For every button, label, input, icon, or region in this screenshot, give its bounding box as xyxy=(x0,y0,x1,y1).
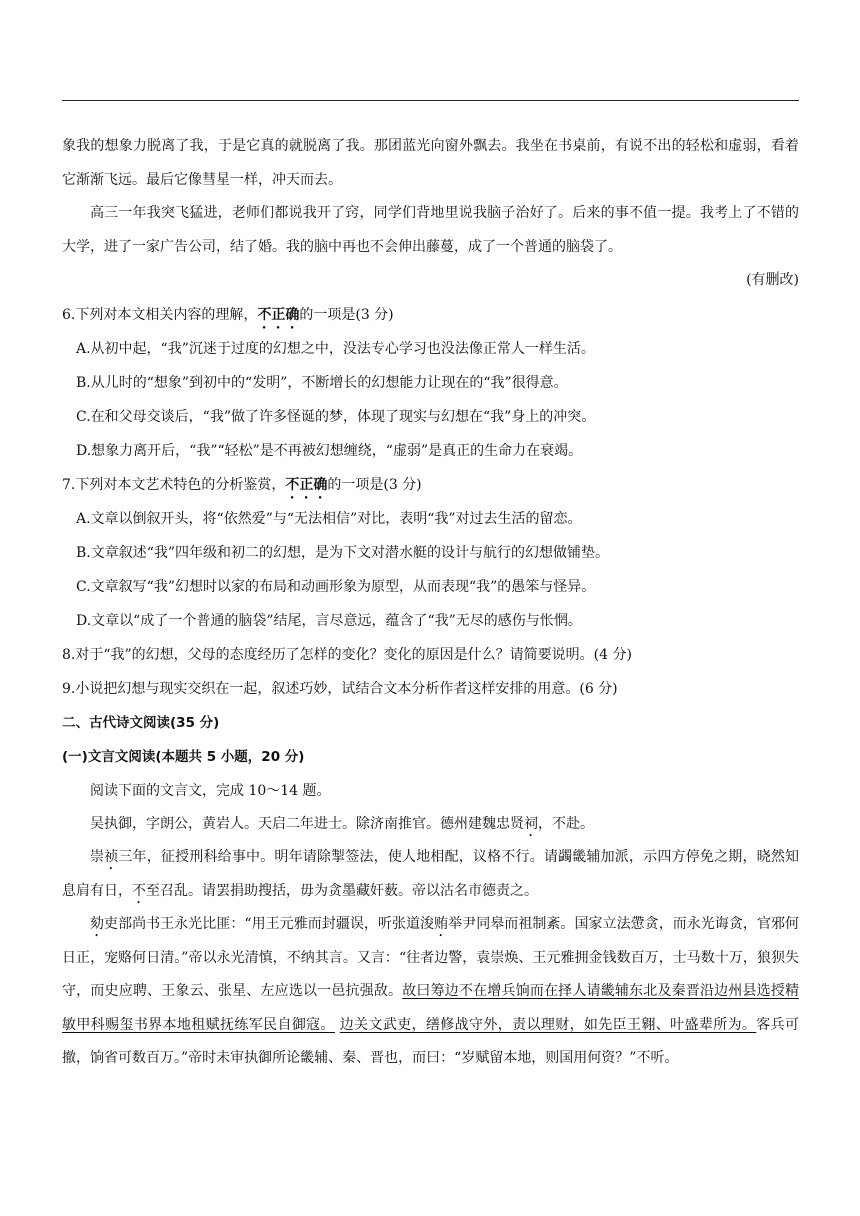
edit-note: (有删改) xyxy=(746,272,799,288)
underlined-sentence: 边关文武吏，缮修战守外，责以理财，如先臣王翱、叶盛辈所为。 xyxy=(339,1016,757,1033)
question-9: 9.小说把幻想与现实交织在一起，叙述巧妙，试结合文本分析作者这样安排的用意。(6 分) xyxy=(62,680,618,697)
emphasis-text: 不正确 xyxy=(285,476,328,493)
option-c: C.在和父母交谈后，“我”做了许多怪诞的梦，体现了现实与幻想在“我”身上的冲突。 xyxy=(76,408,596,425)
header-rule xyxy=(62,100,799,101)
underlined-sentence: 故曰筹边不在增兵饷而在择人请畿辅东北及秦晋沿边州县选授精敏甲科赐玺书界本地租赋抚练军民自御寇。 xyxy=(62,983,799,1033)
page-body xyxy=(62,130,799,1076)
option-b: B.文章叙述“我”四年级和初二的幻想，是为下文对潜水艇的设计与航行的幻想做铺垫。 xyxy=(76,544,610,561)
classical-paragraph: 崇祯三年，征授刑科给事中。明年请除掣签法，使人地相配，议格不行。请蠲畿辅加派，示四方停免之期，晓然知息肩有日，不至召乱。请罢捐助搜括，毋为贪墨藏奸薮。帝以沽名市德责之。 xyxy=(62,849,800,899)
instructions: 阅读下面的文言文，完成 10～14 题。 xyxy=(90,782,331,799)
option-c: C.文章叙写“我”幻想时以家的布局和动画形象为原型，从而表现“我”的愚笨与怪异。 xyxy=(76,578,596,595)
classical-paragraph: 吴执御，字朗公，黄岩人。天启二年进士。除济南推官。德州建魏忠贤祠，不赴。 xyxy=(90,815,594,832)
classical-paragraph: 劾吏部尚书王永光比匪：“用王元雅而封疆误，听张道浚贿举尹同皋而祖制紊。国家立法慸贪，而永光诲贪，官邪何日正，宠赂何日清。”帝以永光清慎，不纳其言。又言：“往者边警，袁崇焕、王元雅拥金钱数百万，士马数十万，狼狈失守，而史应聘、王象云、张星、左应选以一邑抗强敌。故曰筹边不在增兵饷而在择人请畿辅东北及秦晋沿边州县选授精敏甲科赐玺书界本地租赋抚练军民自御寇。 边关文武吏，缮修战守外，责以理财，如先臣王翱、叶盛辈所为。客兵可撤，饷省可数百万。”帝时未审执御所论畿辅、秦、晋也，而曰：“岁赋留本地，则国用何资？”不听。 xyxy=(62,916,800,1066)
question-6: 6.下列对本文相关内容的理解，不正确的一项是(3 分) xyxy=(62,306,394,323)
subsection-heading: (一)文言文阅读(本题共 5 小题，20 分) xyxy=(62,748,305,765)
passage-paragraph: 象我的想象力脱离了我，于是它真的就脱离了我。那团蓝光向窗外飘去。我坐在书桌前，有说不出的轻松和虚弱，看着它渐渐飞远。最后它像彗星一样，冲天而去。 xyxy=(62,138,799,188)
option-a: A.从初中起，“我”沉迷于过度的幻想之中，没法专心学习也没法像正常人一样生活。 xyxy=(76,340,595,357)
question-7: 7.下列对本文艺术特色的分析鉴赏，不正确的一项是(3 分) xyxy=(62,476,422,493)
passage-paragraph: 高三一年我突飞猛进，老师们都说我开了窍，同学们背地里说我脑子治好了。后来的事不值一提。我考上了不错的大学，进了一家广告公司，结了婚。我的脑中再也不会伸出藤蔓，成了一个普通的脑袋了。 xyxy=(62,205,799,255)
option-b: B.从儿时的“想象”到初中的“发明”，不断增长的幻想能力让现在的“我”很得意。 xyxy=(76,374,568,391)
emphasis-text: 不正确 xyxy=(257,306,300,323)
option-d: D.文章以“成了一个普通的脑袋”结尾，言尽意远，蕴含了“我”无尽的感伤与怅惘。 xyxy=(76,612,582,629)
question-8: 8.对于“我”的幻想，父母的态度经历了怎样的变化？变化的原因是什么？请简要说明。(4 分) xyxy=(62,646,632,663)
section-heading: 二、古代诗文阅读(35 分) xyxy=(62,714,220,731)
option-d: D.想象力离开后，“我”“轻松”是不再被幻想缠绕，“虚弱”是真正的生命力在衰竭。 xyxy=(76,442,583,459)
option-a: A.文章以倒叙开头，将“依然爱”与“无法相信”对比，表明“我”对过去生活的留恋。 xyxy=(76,510,582,527)
